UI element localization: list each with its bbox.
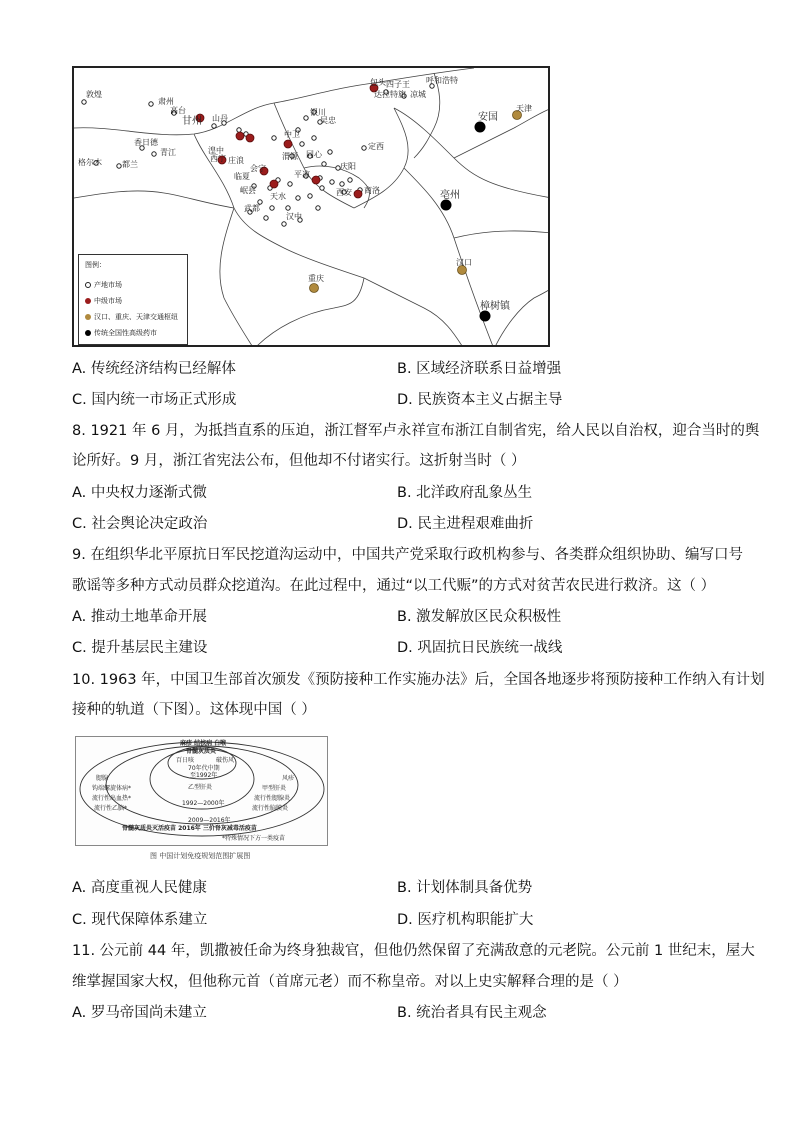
q10-stem-line1: 10. 1963 年，中国卫生部首次颁发《预防接种工作实施办法》后，全国各地逐步将预防接种工作纳入有计划	[72, 672, 765, 688]
map-label-qingyang: 庆阳	[340, 162, 356, 171]
map-label-anguo: 安国	[478, 112, 498, 123]
diagram-note: *特殊情况下方一类疫苗	[222, 835, 286, 842]
map-label-gaotai: 高台	[170, 106, 186, 115]
diagram-ring1-a: 百日咳	[176, 757, 195, 764]
q8-option-a[interactable]: A. 中央权力逐渐式微	[72, 485, 207, 501]
q8-stem-line2: 论所好。9 月，浙江省宪法公布，但他却不付诸实行。这折射当时（ ）	[72, 453, 526, 469]
diagram-caption: 图 中国计划免疫规划范围扩展图	[150, 852, 251, 860]
q7-option-a[interactable]: A. 传统经济结构已经解体	[72, 361, 236, 377]
diagram-right1: 风疹	[282, 775, 295, 782]
legend-label-intermediate: 中级市场	[94, 297, 122, 305]
diagram-left3: 流行性出血热*	[92, 795, 132, 802]
legend-dot-hub	[85, 314, 91, 320]
q11-option-b[interactable]: B. 统治者具有民主观念	[397, 1005, 547, 1021]
map-label-xian: 西安	[336, 188, 352, 197]
map-label-bozhou: 亳州	[440, 190, 460, 201]
map-label-tongxin: 同心	[306, 150, 322, 159]
map-label-xining: 西宁	[210, 154, 226, 163]
q10-option-a[interactable]: A. 高度重视人民健康	[72, 880, 207, 896]
immunization-diagram	[75, 736, 328, 846]
diagram-right2: 甲型肝炎	[262, 785, 287, 792]
q8-option-c[interactable]: C. 社会舆论决定政治	[72, 516, 208, 532]
map-label-hankou: 汉口	[456, 258, 472, 267]
q11-option-a[interactable]: A. 罗马帝国尚未建立	[72, 1005, 207, 1021]
diagram-right3: 流行性腮腺炎	[254, 795, 291, 802]
map-label-hohhot: 呼和浩特	[426, 76, 458, 85]
map-label-siziwang: 四子王	[386, 80, 410, 89]
diagram-ring1-b: 破伤风	[216, 757, 235, 764]
q7-option-c[interactable]: C. 国内统一市场正式形成	[72, 392, 237, 408]
map-label-minxian: 岷县	[240, 186, 256, 195]
map-label-huangzhong: 湟中	[208, 146, 224, 155]
legend-dot-national	[85, 330, 91, 336]
q7-option-d[interactable]: D. 民族资本主义占据主导	[397, 392, 563, 408]
q9-stem-line1: 9. 在组织华北平原抗日军民挖道沟运动中，中国共产党采取行政机构参与、各类群众组织协助、编写口号	[72, 547, 743, 563]
map-label-dulan: 都兰	[122, 160, 138, 169]
diagram-top2: 脊髓灰质炎	[186, 748, 217, 755]
map-label-chongqing: 重庆	[308, 274, 324, 283]
map-label-tianjin: 天津	[516, 104, 532, 113]
q9-option-b[interactable]: B. 激发解放区民众积极性	[397, 609, 562, 625]
map-label-hanzhong: 汉中	[286, 212, 302, 221]
q10-option-b[interactable]: B. 计划体制具备优势	[397, 880, 533, 896]
diagram-right4: 流行性脑膜炎	[252, 805, 289, 812]
map-label-wuzhong: 吴忠	[320, 116, 336, 125]
legend-item-national	[85, 329, 157, 337]
map-label-gelaimu: 格尔木	[78, 158, 102, 167]
map-label-tianshui: 天水	[270, 192, 286, 201]
q10-option-d[interactable]: D. 医疗机构职能扩大	[397, 912, 534, 928]
q9-option-a[interactable]: A. 推动土地革命开展	[72, 609, 207, 625]
map-label-shangluo: 商洛	[364, 186, 380, 195]
map-figure	[72, 66, 550, 347]
map-label-shandan: 山丹	[212, 114, 228, 123]
map-label-weiyuan: 渭源	[282, 152, 298, 161]
legend-label-origin: 产地市场	[94, 281, 122, 289]
legend-label-hub: 汉口、重庆、天津交通枢纽	[94, 313, 178, 321]
map-label-wudu: 武都	[244, 204, 260, 213]
legend-title: 图例：	[85, 261, 106, 269]
map-legend	[78, 254, 188, 345]
q8-option-d[interactable]: D. 民主进程艰难曲折	[397, 516, 534, 532]
diagram-mid: 乙型肝炎	[188, 784, 213, 791]
map-label-zhongwei: 中卫	[284, 130, 300, 139]
diagram-mid-year: 1992—2000年	[182, 800, 225, 807]
diagram-left1: 腮腺	[96, 775, 109, 782]
diagram-years: 2009—2016年	[188, 817, 231, 824]
map-label-zhangshu: 樟树镇	[480, 301, 510, 312]
diagram-outer: 脊髓灰质炎灭活疫苗 2016年 三价脊灰减毒活疫苗	[122, 825, 257, 832]
q9-option-c[interactable]: C. 提升基层民主建设	[72, 640, 208, 656]
map-label-huining: 会宁	[250, 164, 266, 173]
legend-item-hub	[85, 313, 178, 321]
q8-stem-line1: 8. 1921 年 6 月，为抵挡直系的压迫，浙江督军卢永祥宣布浙江自制省宪，给人民以自治权，迎合当时的舆	[72, 423, 760, 439]
map-label-dalate: 达拉特旗	[374, 90, 406, 99]
map-label-dulan2: 青江	[160, 148, 176, 157]
map-label-ganzhou: 甘州	[182, 116, 202, 127]
q11-stem-line1: 11. 公元前 44 年，凯撒被任命为终身独裁官，但他仍然保留了充满敌意的元老院。公元前 1 世纪末，屋大	[72, 943, 755, 959]
map-label-dunhuang: 敦煌	[86, 90, 102, 99]
map-label-xiangride: 香日德	[134, 138, 158, 147]
q8-option-b[interactable]: B. 北洋政府乱象丛生	[397, 485, 533, 501]
q10-stem-line2: 接种的轨道（下图）。这体现中国（ ）	[72, 702, 316, 718]
map-label-zhuanglang: 庄浪	[228, 156, 244, 165]
map-label-anding: 定西	[368, 142, 384, 151]
map-label-yinchuan: 银川	[310, 108, 326, 117]
q9-stem-line2: 歌谣等多种方式动员群众挖道沟。在此过程中，通过“以工代赈”的方式对贫苦农民进行救济。这（ ）	[72, 578, 716, 594]
diagram-top1: 麻疹 结核病 白喉	[180, 740, 227, 747]
map-label-suzhou: 肃州	[158, 97, 174, 106]
diagram-left4: 流行性乙脑*	[94, 805, 128, 812]
map-label-liangcheng: 凉城	[410, 90, 426, 99]
legend-item-intermediate	[85, 297, 122, 305]
map-label-linxia: 临夏	[234, 172, 250, 181]
map-label-baotou: 包头	[370, 78, 386, 87]
q9-option-d[interactable]: D. 巩固抗日民族统一战线	[397, 640, 563, 656]
map-label-pingliang: 平凉	[294, 170, 310, 179]
legend-item-origin	[85, 281, 122, 289]
legend-label-national: 传统全国性高级药市	[94, 329, 157, 337]
diagram-ring1-year2: 至1992年	[190, 772, 218, 779]
q7-option-b[interactable]: B. 区域经济联系日益增强	[397, 361, 562, 377]
legend-dot-origin	[85, 282, 91, 288]
q10-option-c[interactable]: C. 现代保障体系建立	[72, 912, 208, 928]
q11-stem-line2: 维掌握国家大权，但他称元首（首席元老）而不称皇帝。对以上史实解释合理的是（ ）	[72, 974, 628, 990]
diagram-ring1-year: 70年代中期	[188, 765, 220, 772]
diagram-left2: 钩端螺旋体病*	[92, 785, 132, 792]
legend-dot-intermediate	[85, 298, 91, 304]
